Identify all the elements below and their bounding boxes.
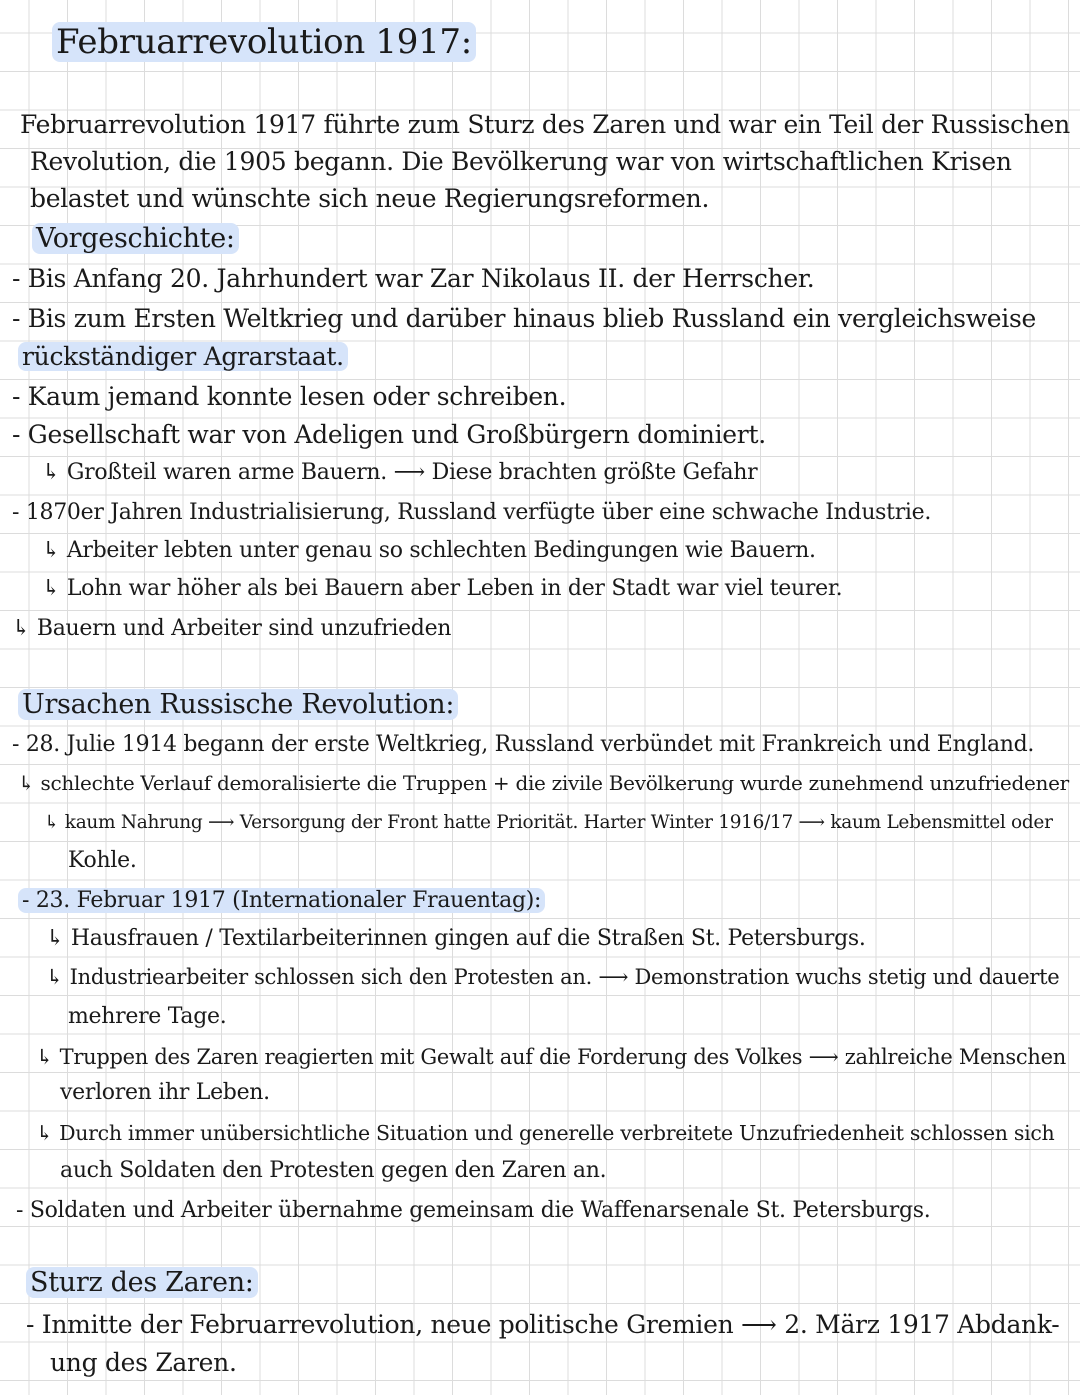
sub-item: ↳ Industriearbeiter schlossen sich den Protesten an. ⟶ Demonstration wuchs stetig und dauerte	[46, 965, 1060, 989]
sub-item: ↳ Arbeiter lebten unter genau so schlechten Bedingungen wie Bauern.	[42, 538, 816, 563]
sub-item: ↳ Durch immer unübersichtliche Situation und generelle verbreitete Unzufriedenheit schlossen sich	[36, 1121, 1055, 1145]
list-item: - 28. Julie 1914 begann der erste Weltkrieg, Russland verbündet mit Frankreich und England.	[12, 732, 1035, 757]
sub-item: ↳ Bauern und Arbeiter sind unzufrieden	[12, 616, 452, 641]
list-item: - 23. Februar 1917 (Internationaler Frauentag):	[18, 884, 545, 918]
sub-item: ↳ Truppen des Zaren reagierten mit Gewalt auf die Forderung des Volkes ⟶ zahlreiche Menschen	[36, 1045, 1066, 1069]
list-item: - Gesellschaft war von Adeligen und Großbürgern dominiert.	[12, 420, 766, 449]
page-title: Februarrevolution 1917:	[52, 20, 476, 64]
sub-item: ↳ schlechte Verlauf demoralisierte die Truppen + die zivile Bevölkerung wurde zunehmend unzufriedener	[18, 771, 1069, 795]
intro-line: Februarrevolution 1917 führte zum Sturz des Zaren und war ein Teil der Russischen	[20, 110, 1070, 139]
sub-item-continued: verloren ihr Leben.	[60, 1080, 270, 1105]
section-heading-sturz: Sturz des Zaren:	[26, 1266, 258, 1300]
list-item-continued: rückständiger Agrarstaat.	[18, 340, 348, 374]
section-heading-ursachen: Ursachen Russische Revolution:	[18, 688, 458, 722]
sub-item-continued: mehrere Tage.	[68, 1004, 227, 1029]
sub-item: ↳ Lohn war höher als bei Bauern aber Leben in der Stadt war viel teurer.	[42, 576, 843, 601]
sub-item: ↳ Großteil waren arme Bauern. ⟶ Diese brachten größte Gefahr	[42, 460, 758, 485]
sub-item-continued: auch Soldaten den Protesten gegen den Zaren an.	[60, 1158, 607, 1183]
sub-item-continued: Kohle.	[68, 848, 137, 873]
list-item: - 1870er Jahren Industrialisierung, Russland verfügte über eine schwache Industrie.	[12, 500, 932, 525]
list-item: - Bis zum Ersten Weltkrieg und darüber hinaus blieb Russland ein vergleichsweise	[12, 304, 1037, 333]
list-item: - Soldaten und Arbeiter übernahme gemeinsam die Waffenarsenale St. Petersburgs.	[16, 1198, 931, 1223]
list-item: - Inmitte der Februarrevolution, neue politische Gremien ⟶ 2. März 1917 Abdank-	[26, 1310, 1060, 1339]
list-item: - Bis Anfang 20. Jahrhundert war Zar Nikolaus II. der Herrscher.	[12, 264, 815, 293]
list-item-continued: ung des Zaren.	[50, 1348, 237, 1377]
intro-line: Revolution, die 1905 begann. Die Bevölkerung war von wirtschaftlichen Krisen	[30, 147, 1012, 176]
sub-item: ↳ kaum Nahrung ⟶ Versorgung der Front hatte Priorität. Harter Winter 1916/17 ⟶ kaum Lebensmittel oder	[44, 812, 1053, 833]
section-heading-vorgeschichte: Vorgeschichte:	[32, 222, 239, 256]
list-item: - Kaum jemand konnte lesen oder schreiben.	[12, 382, 567, 411]
sub-item: ↳ Hausfrauen / Textilarbeiterinnen gingen auf die Straßen St. Petersburgs.	[46, 926, 866, 951]
intro-line: belastet und wünschte sich neue Regierungsreformen.	[30, 184, 710, 213]
